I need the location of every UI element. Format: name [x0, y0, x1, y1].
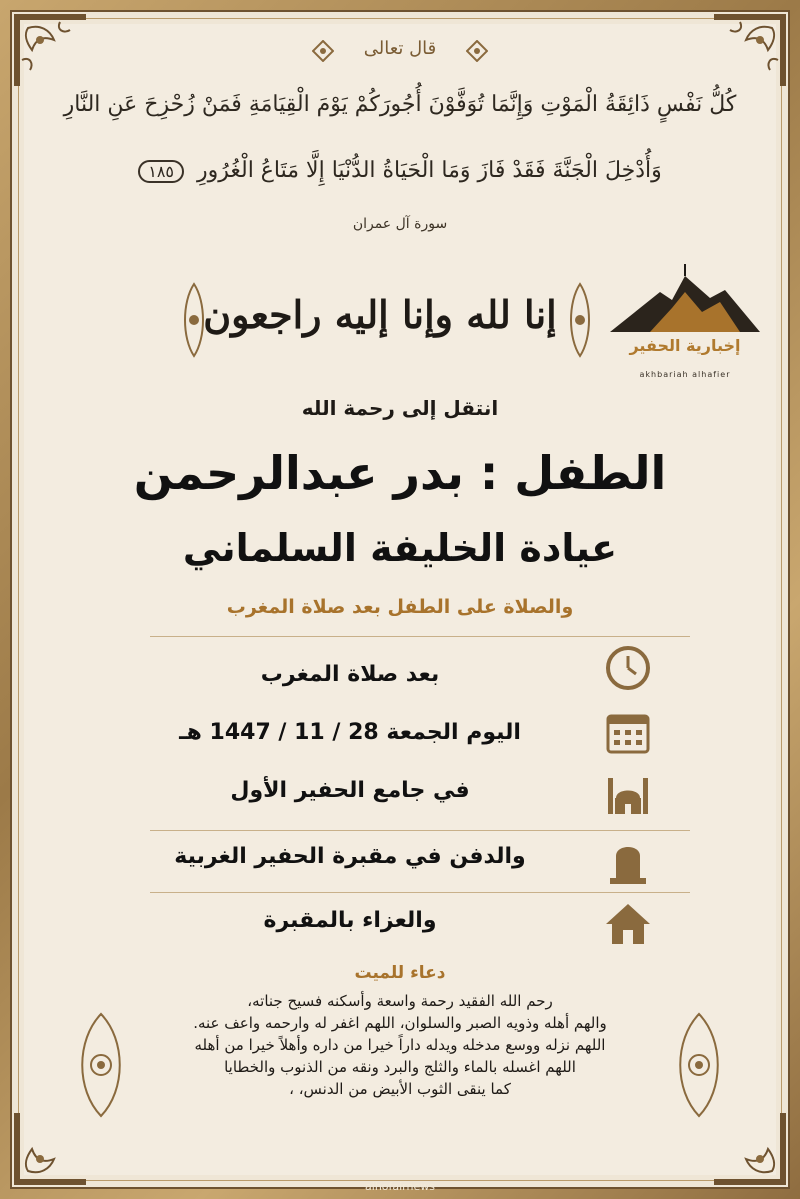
detail-condolence: والعزاء بالمقبرة [263, 908, 437, 933]
floral-ornament-icon [664, 1010, 734, 1120]
brand-logo [610, 262, 760, 380]
logo-subtitle: akhbariah alhafier [639, 370, 731, 379]
dua-line: رحم الله الفقيد رحمة واسعة وأسكنه فسيح جناته، [247, 992, 553, 1010]
detail-burial: والدفن في مقبرة الحفير الغربية [174, 844, 526, 869]
calligraphy-istirja: إنا لله وإنا إليه راجعون [203, 292, 557, 337]
watermark: alhofairnews [365, 1180, 435, 1193]
surah-name: سورة آل عمران [352, 216, 448, 232]
divider [150, 892, 690, 893]
corner-ornament-icon [710, 1109, 790, 1189]
logo-name: إخبارية الحفير [629, 336, 741, 355]
diamond-ornament-icon [466, 40, 488, 62]
dua-text [140, 990, 660, 1100]
prayer-note: والصلاة على الطفل بعد صلاة المغرب [226, 596, 574, 618]
detail-mosque: في جامع الحفير الأول [230, 778, 470, 803]
clock-icon [604, 644, 652, 692]
grave-icon [604, 838, 652, 886]
verse-line-1: كُلُّ نَفْسٍ ذَائِقَةُ الْمَوْتِ وَإِنَّمَا تُوَفَّوْنَ أُجُورَكُمْ يَوْمَ الْقِيَامَةِ فَمَنْ زُحْزِحَ عَنِ النَّارِ [63, 92, 737, 117]
deceased-name-line-1: الطفل : بدر عبدالرحمن [133, 446, 667, 500]
house-icon [604, 900, 652, 948]
mountain-logo-icon [610, 262, 760, 336]
corner-ornament-icon [10, 1109, 90, 1189]
dua-line: اللهم اغسله بالماء والثلج والبرد ونقه من الذنوب والخطايا [224, 1058, 576, 1076]
calendar-icon [604, 708, 652, 756]
deceased-name-line-2: عيادة الخليفة السلماني [182, 526, 618, 570]
qal-heading: قال تعالى [363, 38, 437, 59]
dua-line: والهم أهله وذويه الصبر والسلوان، اللهم اغفر له وارحمه واعف عنه. [193, 1014, 607, 1032]
mosque-icon [604, 768, 652, 816]
ayah-number: ١٨٥ [138, 160, 184, 183]
divider [150, 636, 690, 637]
divider [150, 830, 690, 831]
side-ornament-icon [562, 282, 598, 358]
verse-line-2 [100, 158, 700, 183]
dua-line: اللهم نزله ووسع مدخله ويدله داراً خيرا من داره وأهلاً خيرا من أهله [194, 1036, 606, 1054]
detail-date: اليوم الجمعة 28 / 11 / 1447 هـ [179, 720, 521, 745]
verse-line-2-text: وَأُدْخِلَ الْجَنَّةَ فَقَدْ فَازَ وَمَا الْحَيَاةُ الدُّنْيَا إِلَّا مَتَاعُ الْغُرُورِ [197, 158, 662, 183]
dua-line: كما ينقى الثوب الأبيض من الدنس، ، [289, 1080, 511, 1098]
intro-text: انتقل إلى رحمة الله [301, 396, 499, 420]
floral-ornament-icon [66, 1010, 136, 1120]
detail-time: بعد صلاة المغرب [260, 662, 440, 687]
dua-title: دعاء للميت [354, 963, 446, 983]
